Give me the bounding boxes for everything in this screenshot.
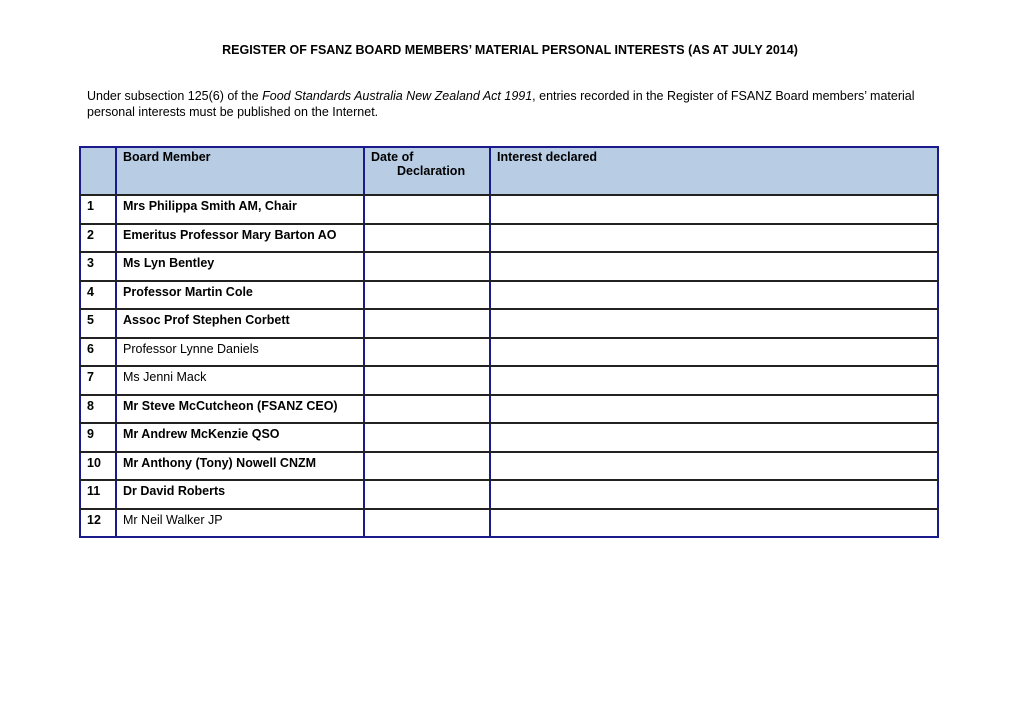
date-of-declaration-cell	[364, 509, 490, 538]
table-row	[80, 480, 938, 509]
header-date-of-declaration: Date of Declaration	[364, 147, 490, 195]
interest-declared-cell	[490, 509, 938, 538]
interest-declared-cell	[490, 338, 938, 367]
interest-declared-cell	[490, 281, 938, 310]
header-interest-declared: Interest declared	[490, 147, 938, 195]
table-row	[80, 252, 938, 281]
interest-declared-cell	[490, 366, 938, 395]
interest-declared-cell	[490, 309, 938, 338]
table-row	[80, 224, 938, 253]
board-member-name: Dr David Roberts	[116, 480, 364, 509]
interest-declared-cell	[490, 224, 938, 253]
row-number: 12	[80, 509, 116, 538]
act-name: Food Standards Australia New Zealand Act 1991	[262, 89, 533, 103]
board-member-name: Mrs Philippa Smith AM, Chair	[116, 195, 364, 224]
table-row	[80, 281, 938, 310]
table-row	[80, 452, 938, 481]
header-board-member: Board Member	[116, 147, 364, 195]
board-member-name: Emeritus Professor Mary Barton AO	[116, 224, 364, 253]
row-number: 5	[80, 309, 116, 338]
row-number: 7	[80, 366, 116, 395]
row-number: 8	[80, 395, 116, 424]
row-number: 1	[80, 195, 116, 224]
interest-declared-cell	[490, 252, 938, 281]
row-number: 9	[80, 423, 116, 452]
date-of-declaration-cell	[364, 195, 490, 224]
board-member-name: Mr Andrew McKenzie QSO	[116, 423, 364, 452]
row-number: 6	[80, 338, 116, 367]
board-member-name: Assoc Prof Stephen Corbett	[116, 309, 364, 338]
row-number: 11	[80, 480, 116, 509]
board-member-name: Mr Anthony (Tony) Nowell CNZM	[116, 452, 364, 481]
board-member-name: Mr Steve McCutcheon (FSANZ CEO)	[116, 395, 364, 424]
date-of-declaration-cell	[364, 480, 490, 509]
interest-declared-cell	[490, 195, 938, 224]
intro-paragraph	[87, 88, 937, 120]
table-row	[80, 366, 938, 395]
document-title: REGISTER OF FSANZ BOARD MEMBERS’ MATERIAL PERSONAL INTERESTS (AS AT JULY 2014)	[222, 43, 798, 57]
table-row	[80, 423, 938, 452]
board-member-name: Mr Neil Walker JP	[116, 509, 364, 538]
row-number: 10	[80, 452, 116, 481]
interest-declared-cell	[490, 423, 938, 452]
table-row	[80, 338, 938, 367]
date-of-declaration-cell	[364, 252, 490, 281]
interest-declared-cell	[490, 395, 938, 424]
board-member-name: Professor Martin Cole	[116, 281, 364, 310]
row-number: 2	[80, 224, 116, 253]
date-of-declaration-cell	[364, 452, 490, 481]
table-row	[80, 395, 938, 424]
date-of-declaration-cell	[364, 309, 490, 338]
date-of-declaration-cell	[364, 395, 490, 424]
intro-text-after: , entries recorded in the Register of FSANZ Board members’ material personal interests must be published on the Internet.	[87, 89, 915, 119]
row-number: 3	[80, 252, 116, 281]
intro-text-before: Under subsection 125(6) of the	[87, 89, 263, 103]
header-number	[80, 147, 116, 195]
interests-register-table	[79, 146, 939, 538]
row-number: 4	[80, 281, 116, 310]
board-member-name: Ms Jenni Mack	[116, 366, 364, 395]
date-of-declaration-cell	[364, 338, 490, 367]
table-row	[80, 309, 938, 338]
date-of-declaration-cell	[364, 281, 490, 310]
board-member-name: Ms Lyn Bentley	[116, 252, 364, 281]
table-header-row	[80, 147, 938, 195]
interest-declared-cell	[490, 452, 938, 481]
date-of-declaration-cell	[364, 224, 490, 253]
interest-declared-cell	[490, 480, 938, 509]
table-row	[80, 509, 938, 538]
date-of-declaration-cell	[364, 423, 490, 452]
board-member-name: Professor Lynne Daniels	[116, 338, 364, 367]
table-row	[80, 195, 938, 224]
date-of-declaration-cell	[364, 366, 490, 395]
